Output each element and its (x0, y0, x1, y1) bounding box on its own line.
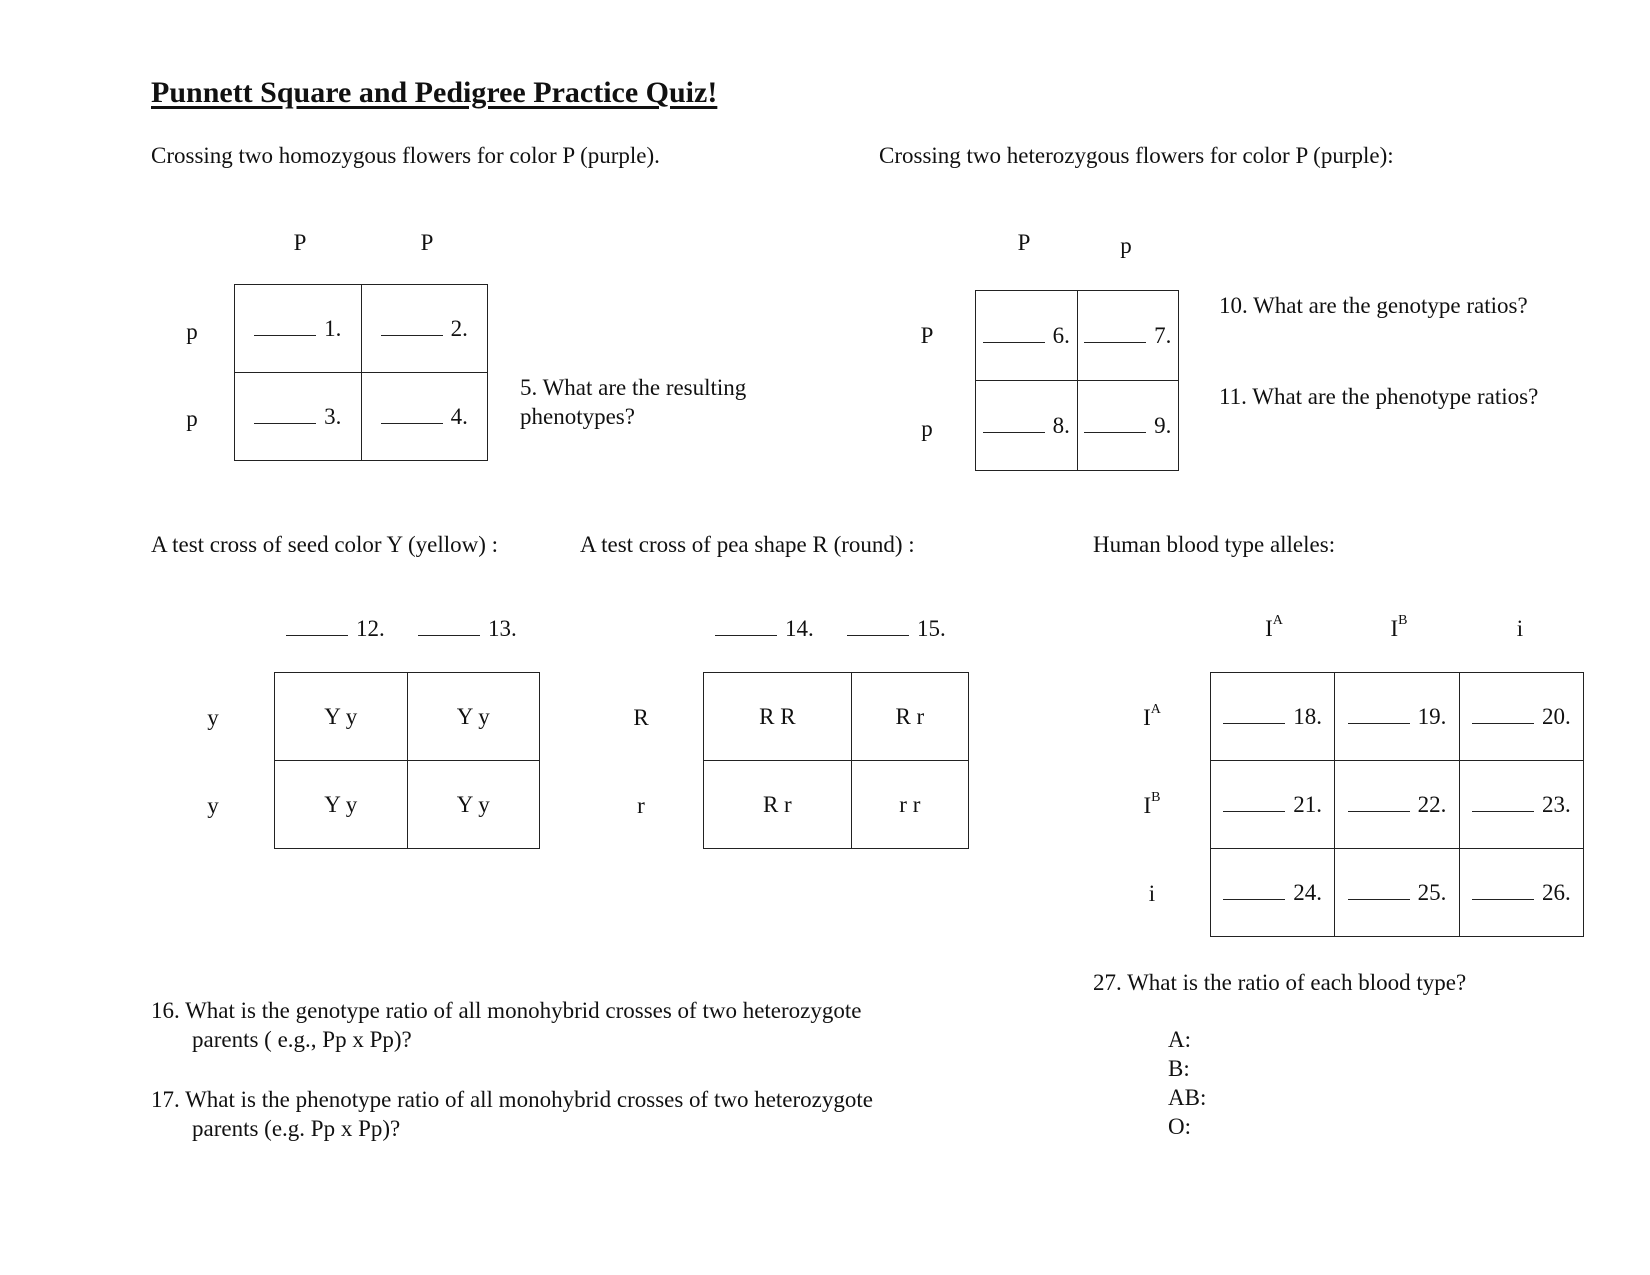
blood-type-o: O: (1168, 1114, 1191, 1139)
section4-heading: A test cross of pea shape R (round) : (580, 532, 915, 557)
answer-blank-4[interactable]: 4. (361, 373, 488, 461)
answer-blank-12[interactable]: 12. (286, 617, 385, 640)
square-3-cell: Y y (275, 673, 408, 761)
square-3-cell: Y y (407, 673, 540, 761)
question-10: 10. What are the genotype ratios? (1219, 293, 1528, 318)
answer-blank-18[interactable]: 18. (1211, 673, 1335, 761)
s2-side-allele-2: p (921, 416, 933, 441)
blood-type-ab: AB: (1168, 1085, 1207, 1110)
s5-top-allele-1: $I^A$ (1265, 613, 1283, 641)
answer-blank-6[interactable]: 6. (976, 291, 1078, 381)
answer-blank-19[interactable]: 19. (1335, 673, 1459, 761)
answer-blank-2[interactable]: 2. (361, 285, 488, 373)
question-17-line2: parents (e.g. Pp x Pp)? (192, 1116, 401, 1141)
answer-blank-21[interactable]: 21. (1211, 761, 1335, 849)
square-3-cell: Y y (407, 761, 540, 849)
punnett-square-5 (1210, 672, 1584, 937)
punnett-square-4 (703, 672, 969, 849)
s1-side-allele-2: p (186, 406, 198, 431)
punnett-square-3 (274, 672, 540, 849)
s2-side-allele-1: P (920, 323, 934, 348)
punnett-square-1 (234, 284, 488, 461)
s5-top-allele-3: i (1516, 616, 1524, 641)
square-4-cell: R r (704, 761, 852, 849)
s3-side-allele-1: y (207, 705, 219, 730)
square-4-cell: r r (851, 761, 968, 849)
s2-top-allele-1: P (1017, 230, 1031, 255)
blood-type-a: A: (1168, 1027, 1191, 1052)
section2-heading: Crossing two heterozygous flowers for color P (purple): (879, 143, 1394, 168)
answer-blank-3[interactable]: 3. (235, 373, 362, 461)
section5-heading: Human blood type alleles: (1093, 532, 1336, 557)
answer-blank-20[interactable]: 20. (1459, 673, 1583, 761)
blood-type-b: B: (1168, 1056, 1190, 1081)
punnett-square-2 (975, 290, 1179, 471)
answer-blank-24[interactable]: 24. (1211, 849, 1335, 937)
s1-top-allele-1: P (293, 230, 307, 255)
answer-blank-15[interactable]: 15. (847, 617, 946, 640)
s3-side-allele-2: y (207, 793, 219, 818)
s5-side-allele-2: $I^B$ (1143, 790, 1161, 818)
s2-top-allele-2: p (1120, 233, 1132, 258)
question-5-line2: phenotypes? (520, 404, 635, 429)
square-4-cell: R R (704, 673, 852, 761)
answer-blank-7[interactable]: 7. (1077, 291, 1179, 381)
answer-blank-9[interactable]: 9. (1077, 381, 1179, 471)
page-title: Punnett Square and Pedigree Practice Quiz! (151, 76, 718, 109)
question-16-line1: 16. What is the genotype ratio of all monohybrid crosses of two heterozygote (151, 998, 862, 1023)
square-4-cell: R r (851, 673, 968, 761)
answer-blank-1[interactable]: 1. (235, 285, 362, 373)
answer-blank-25[interactable]: 25. (1335, 849, 1459, 937)
answer-blank-14[interactable]: 14. (715, 617, 814, 640)
question-5-line1: 5. What are the resulting (520, 375, 747, 400)
s4-side-allele-1: R (633, 705, 649, 730)
question-11: 11. What are the phenotype ratios? (1219, 384, 1539, 409)
question-16-line2: parents ( e.g., Pp x Pp)? (192, 1027, 412, 1052)
answer-blank-23[interactable]: 23. (1459, 761, 1583, 849)
answer-blank-13[interactable]: 13. (418, 617, 517, 640)
answer-blank-22[interactable]: 22. (1335, 761, 1459, 849)
s1-side-allele-1: p (186, 319, 198, 344)
question-17-line1: 17. What is the phenotype ratio of all monohybrid crosses of two heterozygote (151, 1087, 873, 1112)
answer-blank-26[interactable]: 26. (1459, 849, 1583, 937)
s5-side-allele-1: $I^A$ (1143, 702, 1161, 730)
square-3-cell: Y y (275, 761, 408, 849)
s1-top-allele-2: P (420, 230, 434, 255)
section1-heading: Crossing two homozygous flowers for color P (purple). (151, 143, 660, 168)
answer-blank-8[interactable]: 8. (976, 381, 1078, 471)
s5-side-allele-3: i (1148, 881, 1156, 906)
s5-top-allele-2: $I^B$ (1390, 613, 1408, 641)
section3-heading: A test cross of seed color Y (yellow) : (151, 532, 499, 557)
question-27: 27. What is the ratio of each blood type? (1093, 970, 1467, 995)
s4-side-allele-2: r (637, 793, 645, 818)
